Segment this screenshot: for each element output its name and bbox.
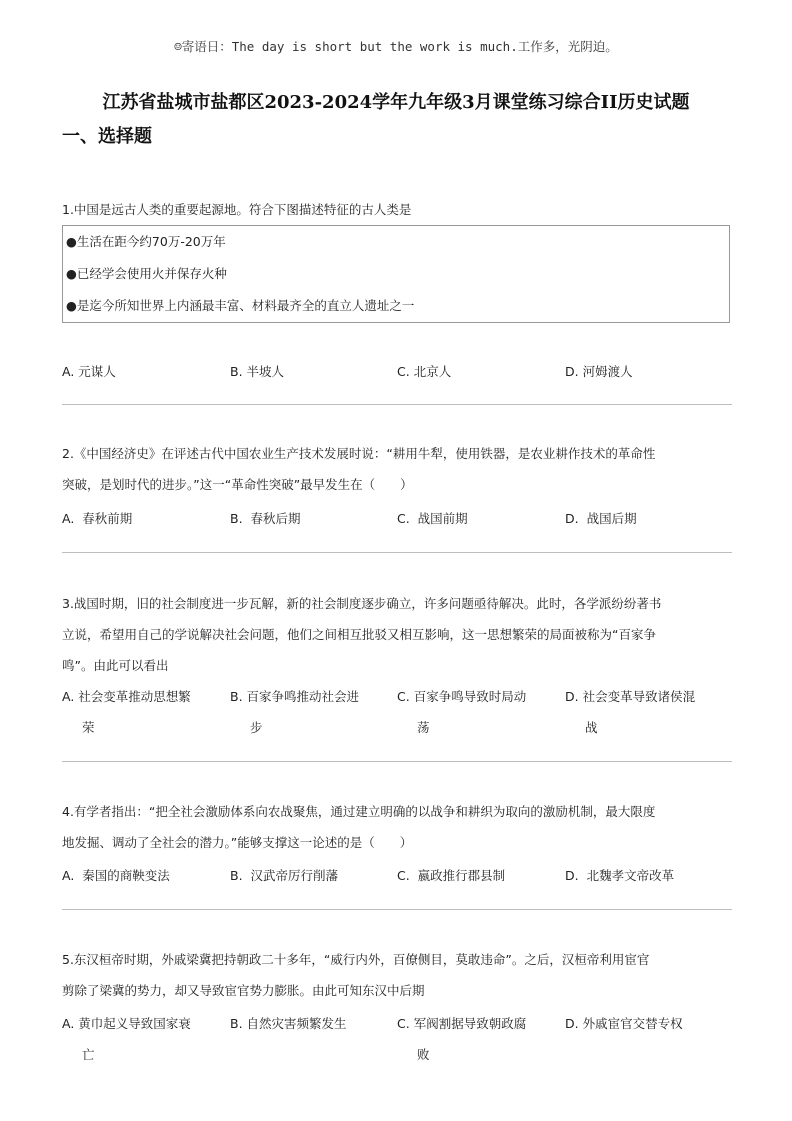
question-stem-line: 3.战国时期，旧的社会制度进一步瓦解，新的社会制度逐步确立，许多问题亟待解决。此时，各学派纷纷著书	[62, 596, 662, 611]
question-1	[62, 194, 732, 225]
info-box	[62, 225, 730, 323]
question-stem-line: 鸣”。由此可以看出	[62, 658, 169, 673]
question-4	[62, 796, 732, 858]
question-stem-line: 4.有学者指出：“把全社会激励体系向农战聚焦，通过建立明确的以战争和耕织为取向的激励机制，最大限度	[62, 804, 656, 819]
question-stem-line: 立说，希望用自己的学说解决社会问题，他们之间相互批驳又相互影响，这一思想繁荣的局面被称为“百家争	[62, 627, 656, 642]
option-d[interactable]: D. 外戚宦官交替专权	[565, 1016, 683, 1031]
question-stem-line: 5.东汉桓帝时期，外戚梁冀把持朝政二十多年，“威行内外，百僚侧目，莫敢违命”。之后，汉桓帝利用宦官	[62, 952, 650, 967]
question-stem-line: 剪除了梁冀的势力，却又导致宦官势力膨胀。由此可知东汉中后期	[62, 983, 425, 998]
question-3	[62, 588, 732, 681]
option-c[interactable]: C. 军阀割据导致朝政腐 败	[397, 1016, 527, 1062]
section-heading: 一、选择题	[62, 126, 152, 147]
option-c[interactable]: C. 嬴政推行郡县制	[397, 868, 506, 883]
divider	[62, 761, 732, 762]
option-b[interactable]: B. 汉武帝厉行削藩	[230, 868, 339, 883]
option-a[interactable]: A. 秦国的商鞅变法	[62, 868, 170, 883]
question-2	[62, 438, 732, 500]
question-stem-line: 地发掘、调动了全社会的潜力。”能够支撑这一论述的是（ ）	[62, 835, 413, 850]
option-d[interactable]: D. 战国后期	[565, 511, 637, 526]
option-a[interactable]: A. 黄巾起义导致国家衰 亡	[62, 1016, 191, 1062]
info-line: ●已经学会使用火并保存火种	[66, 266, 227, 281]
option-d[interactable]: D. 河姆渡人	[565, 364, 633, 379]
option-b[interactable]: B. 半坡人	[230, 364, 285, 379]
divider	[62, 404, 732, 405]
info-line: ●是迄今所知世界上内涵最丰富、材料最齐全的直立人遗址之一	[66, 298, 415, 313]
option-a[interactable]: A. 春秋前期	[62, 511, 133, 526]
option-b[interactable]: B. 百家争鸣推动社会进 步	[230, 689, 360, 735]
question-stem: 1.中国是远古人类的重要起源地。符合下图描述特征的古人类是	[62, 202, 412, 217]
option-b[interactable]: B. 春秋后期	[230, 511, 301, 526]
divider	[62, 552, 732, 553]
page-title: 江苏省盐城市盐都区2023-2024学年九年级3月课堂练习综合II历史试题	[102, 92, 690, 113]
option-c[interactable]: C. 战国前期	[397, 511, 468, 526]
question-5	[62, 944, 732, 1006]
option-a[interactable]: A. 社会变革推动思想繁 荣	[62, 689, 191, 735]
option-d[interactable]: D. 北魏孝文帝改革	[565, 868, 675, 883]
option-a[interactable]: A. 元谋人	[62, 364, 116, 379]
option-b[interactable]: B. 自然灾害频繁发生	[230, 1016, 347, 1031]
option-c[interactable]: C. 百家争鸣导致时局动 荡	[397, 689, 527, 735]
divider	[62, 909, 732, 910]
question-stem-line: 2.《中国经济史》在评述古代中国农业生产技术发展时说：“耕用牛犁，使用铁器，是农业耕作技术的革命性	[62, 446, 656, 461]
question-stem-line: 突破，是划时代的进步。”这一“革命性突破”最早发生在（ ）	[62, 477, 413, 492]
info-line: ●生活在距今约70万-20万年	[66, 234, 226, 249]
option-d[interactable]: D. 社会变革导致诸侯混 战	[565, 689, 696, 735]
option-c[interactable]: C. 北京人	[397, 364, 452, 379]
motto-line: ☺寄语日：The day is short but the work is much.工作多，光阴迫。	[174, 39, 618, 54]
